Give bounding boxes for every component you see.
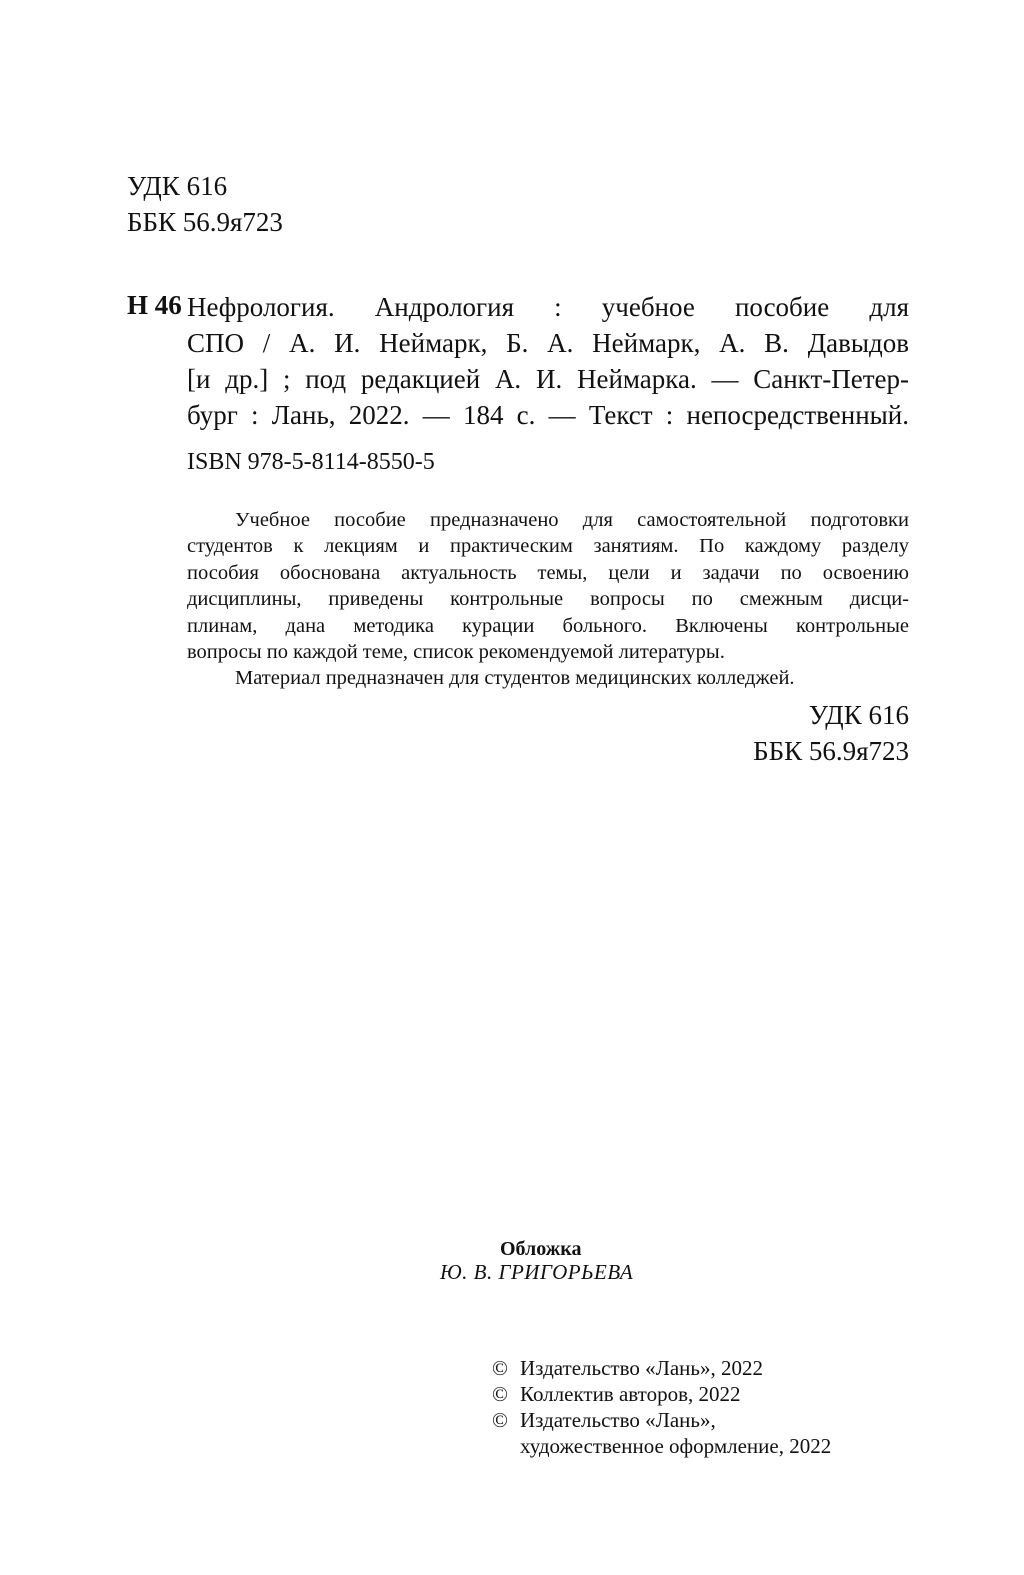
isbn: ISBN 978-5-8114-8550-5	[187, 449, 435, 475]
copyright-icon: ©	[492, 1408, 508, 1432]
udk-code-bottom: УДК 616	[808, 700, 909, 730]
annotation-line: Учебное пособие предназначено для самостоятельной подготовки	[235, 509, 909, 531]
annotation-line: плинам, дана методика курации больного. Включены контрольные	[187, 614, 909, 637]
annotation-line: Материал предназначен для студентов медицинских колледжей.	[235, 667, 795, 690]
annotation-line: студентов к лекциям и практическим занятиям. По каждому разделу	[187, 535, 909, 558]
bib-line: СПО / А. И. Неймарк, Б. А. Неймарк, А. В. Давыдов	[187, 328, 909, 358]
copyright-text: Издательство «Лань»,	[520, 1408, 716, 1432]
copyright-block	[492, 1355, 831, 1459]
copyright-text: Коллектив авторов, 2022	[520, 1382, 741, 1406]
bbk-code-top: ББК 56.9я723	[127, 207, 283, 237]
author-mark: Н 46	[127, 290, 182, 320]
copyright-icon: ©	[492, 1382, 508, 1406]
bib-line: Нефрология. Андрология : учебное пособие для	[187, 292, 909, 322]
udk-code-top: УДК 616	[127, 171, 228, 201]
bbk-code-bottom: ББК 56.9я723	[753, 736, 909, 766]
copyright-icon: ©	[492, 1356, 508, 1380]
copyright-text: Издательство «Лань», 2022	[520, 1356, 763, 1380]
cover-label: Обложка	[500, 1238, 582, 1260]
bib-line: [и др.] ; под редакцией А. И. Неймарка. — Санкт-Петер-	[187, 364, 909, 394]
annotation	[187, 507, 909, 692]
copyright-line	[492, 1355, 831, 1381]
bibliographic-record	[187, 289, 909, 433]
annotation-line: вопросы по каждой теме, список рекомендуемой литературы.	[187, 641, 725, 664]
copyright-line	[492, 1407, 831, 1433]
cover-designer: Ю. В. ГРИГОРЬЕВА	[440, 1260, 634, 1284]
copyright-line-continued: художественное оформление, 2022	[520, 1434, 832, 1458]
bib-line: бург : Лань, 2022. — 184 с. — Текст : непосредственный.	[187, 400, 909, 430]
copyright-line	[492, 1381, 831, 1407]
annotation-line: дисциплины, приведены контрольные вопросы по смежным дисци-	[187, 588, 909, 611]
annotation-line: пособия обоснована актуальность темы, цели и задачи по освоению	[187, 561, 909, 584]
